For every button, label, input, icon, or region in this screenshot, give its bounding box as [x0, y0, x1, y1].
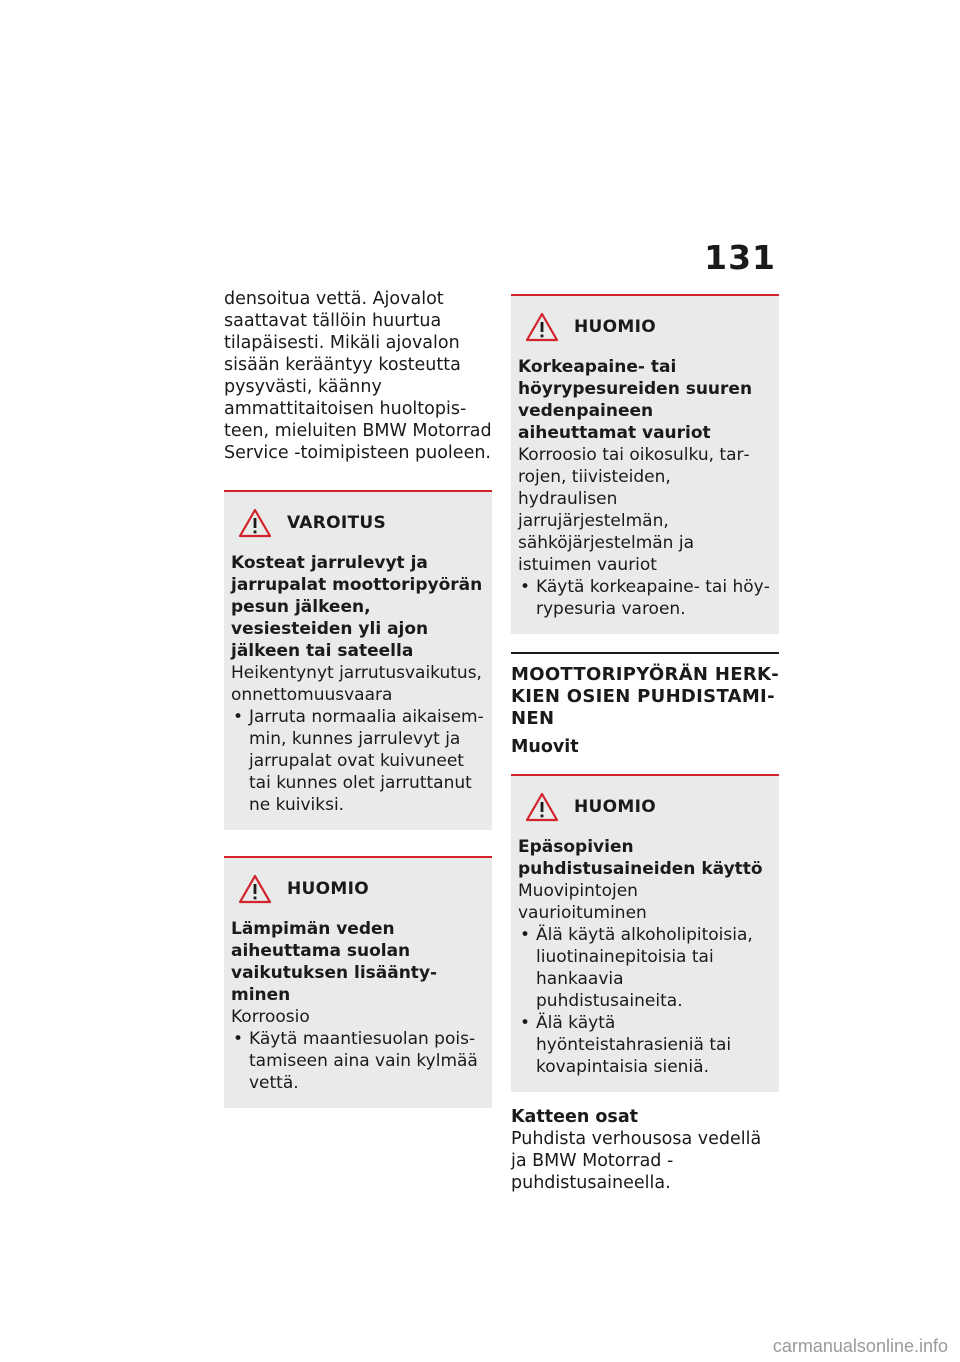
notice-box-pressure-washer	[511, 294, 779, 634]
subheading-plastics: Muovit	[511, 737, 579, 757]
notice-bullets	[231, 1028, 484, 1094]
warning-label: VAROITUS	[287, 513, 387, 533]
notice-label: HUOMIO	[574, 317, 656, 337]
notice-box-cleaning-agents	[511, 774, 779, 1092]
intro-paragraph: densoitua vettä. Ajovalot saattavat tällöin huurtua tilapäisesti. Mikäli ajovalon sisään kerääntyy kosteutta pysyvästi, käänny ammattitaitoisen huoltopisteen, mieluiten BMW Motorrad Service -toimipisteen puoleen.	[224, 289, 492, 463]
warning-triangle-icon	[525, 312, 559, 342]
right-column	[511, 288, 779, 1194]
watermark: carmanualsonline.info	[772, 1336, 948, 1356]
notice-subtitle: Korroosio	[231, 1007, 310, 1027]
notice-box-salt	[224, 856, 492, 1108]
notice-title: Lämpimän veden aiheuttama suolan vaikutuksen lisääntyminen	[231, 919, 438, 1005]
section-heading: MOOTTORIPYÖRÄN HERKKIEN OSIEN PUHDISTAMINEN	[511, 652, 779, 730]
list-item: • Jarruta normaalia aikaisemmin, kunnes jarrulevyt ja jarrupalat ovat kuivuneet tai kunnes olet jarruttanut ne kuiviksi.	[231, 706, 484, 816]
notice-title: Epäsopivien puhdistusaineiden käyttö	[518, 837, 763, 879]
left-column	[224, 288, 492, 1108]
warning-box-header	[231, 508, 484, 538]
notice-subtitle: Korroosio tai oikosulku, tarrojen, tiivisteiden, hydraulisen jarrujärjestelmän, sähköjärjestelmän ja istuimen vauriot	[518, 445, 750, 575]
notice-bullets	[518, 924, 771, 1078]
notice-subtitle: Muovipintojen vaurioituminen	[518, 881, 647, 923]
warning-triangle-icon	[525, 792, 559, 822]
warning-triangle-icon	[238, 508, 272, 538]
list-item: • Älä käytä alkoholipitoisia, liuotinainepitoisia tai hankaavia puhdistusaineita.	[518, 924, 771, 1012]
page-number: 131	[704, 238, 776, 277]
notice-box-header	[231, 874, 484, 904]
notice-title: Korkeapaine- tai höyrypesureiden suuren vedenpaineen aiheuttamat vauriot	[518, 357, 753, 443]
notice-bullets	[518, 576, 771, 620]
notice-box-header	[518, 792, 771, 822]
warning-box	[224, 490, 492, 830]
warning-title: Kosteat jarrulevyt ja jarrupalat moottoripyörän pesun jälkeen, vesiesteiden yli ajon jälkeen tai sateella	[231, 553, 483, 661]
notice-label: HUOMIO	[574, 797, 656, 817]
list-item: • Käytä maantiesuolan poistamiseen aina vain kylmää vettä.	[231, 1028, 484, 1094]
warning-subtitle: Heikentynyt jarrutusvaikutus, onnettomuusvaara	[231, 663, 482, 705]
warning-triangle-icon	[238, 874, 272, 904]
covers-paragraph: Puhdista verhousosa vedellä ja BMW Motorrad -puhdistusaineella.	[511, 1129, 762, 1193]
warning-bullets	[231, 706, 484, 816]
list-item: • Käytä korkeapaine- tai höyrypesuria varoen.	[518, 576, 771, 620]
list-item: • Älä käytä hyönteistahrasieniä tai kovapintaisia sieniä.	[518, 1012, 771, 1078]
subheading-covers: Katteen osat	[511, 1107, 639, 1127]
notice-label: HUOMIO	[287, 879, 369, 899]
notice-box-header	[518, 312, 771, 342]
